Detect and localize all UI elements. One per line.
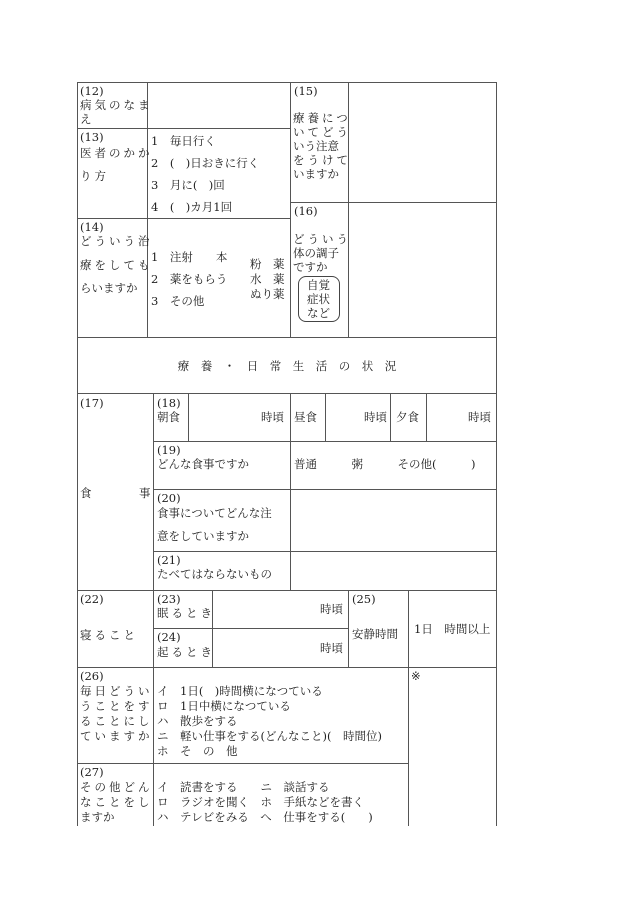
- q14-option-2: 2 薬をもらう: [151, 272, 228, 286]
- q13-number: (13): [80, 130, 104, 144]
- q12-label-2: え: [80, 112, 92, 126]
- q26-label-2: うことをす: [80, 699, 153, 713]
- q25-label: 安静時間: [352, 627, 398, 641]
- q17-label-a: 食: [80, 486, 92, 500]
- q14-medicine-powder: 粉 薬: [250, 257, 285, 271]
- q26-option-1: イ 1日( )時間横になつている: [157, 684, 323, 698]
- q15-answer-cell[interactable]: [348, 82, 497, 203]
- q16-number: (16): [294, 204, 318, 218]
- q25-value: 1日 時間以上: [414, 622, 491, 636]
- q27-label-2: なことをし: [80, 795, 153, 809]
- q26-label-1: 毎日どうい: [80, 684, 153, 698]
- q21-label: たべてはならないもの: [157, 567, 272, 581]
- q25-number: (25): [352, 592, 376, 606]
- q16-note-2: 症状: [307, 292, 330, 306]
- q26-label-3: ることにし: [80, 714, 153, 728]
- q23-number: (23): [157, 592, 181, 606]
- q15-number: (15): [294, 84, 318, 98]
- q22-number: (22): [80, 592, 104, 606]
- q20-label-2: 意をしていますか: [157, 529, 249, 543]
- q17-number: (17): [80, 396, 104, 410]
- lunch-time: 時頃: [364, 410, 387, 424]
- q26-option-4: ニ 軽い仕事をする(どんなこと)( 時間位): [157, 729, 382, 743]
- q15-label-2: いてどう: [293, 125, 351, 139]
- q27-option-row-2: ロ ラジオを聞く ホ 手紙などを書く: [157, 795, 364, 809]
- q14-number: (14): [80, 220, 104, 234]
- q16-note-1: 自覚: [307, 278, 330, 292]
- dinner-label: 夕食: [396, 410, 419, 424]
- dinner-time: 時頃: [468, 410, 491, 424]
- q13-option-3: 3 月に( )回: [151, 178, 225, 192]
- q26-option-3: ハ 散歩をする: [157, 714, 238, 728]
- q24-label: 起るとき: [157, 645, 215, 659]
- q27-option-row-1: イ 読書をする ニ 談話する: [157, 780, 330, 794]
- q21-number: (21): [157, 553, 181, 567]
- q19-label: どんな食事ですか: [157, 457, 249, 471]
- q13-option-1: 1 毎日行く: [151, 134, 216, 148]
- q21-answer-cell[interactable]: [290, 551, 497, 591]
- q20-answer-cell[interactable]: [290, 489, 497, 552]
- q14-label-3: らいますか: [80, 281, 138, 295]
- section-title: 療 養 ・ 日 常 生 活 の 状 況: [177, 359, 397, 373]
- q12-number: (12): [80, 84, 104, 98]
- q23-label: 眠るとき: [157, 606, 215, 620]
- q27-label-1: その他どん: [80, 780, 153, 794]
- q13-label-2: り方: [80, 169, 109, 183]
- q27-label-3: ますか: [80, 810, 115, 824]
- note-cell: [408, 667, 497, 837]
- q16-label-2: 体の調子: [293, 246, 339, 260]
- breakfast-label: 朝食: [157, 410, 180, 424]
- q26-number: (26): [80, 669, 104, 683]
- page-bottom-margin: [0, 826, 630, 916]
- q14-medicine-ointment: ぬり薬: [250, 287, 285, 301]
- q17-label-b: 事: [139, 486, 151, 500]
- q15-label-3: いう注意: [293, 139, 339, 153]
- lunch-label: 昼食: [294, 410, 317, 424]
- q13-label: 医者のかか: [80, 146, 153, 160]
- q13-option-2: 2 ( )日おきに行く: [151, 156, 260, 170]
- q20-label-1: 食事についてどんな注: [157, 506, 272, 520]
- q26-label-4: ていますか: [80, 729, 153, 743]
- q13-option-4: 4 ( )カ月1回: [151, 200, 233, 214]
- q27-option-row-3: ハ テレビをみる へ 仕事をする( ): [157, 810, 373, 824]
- q20-number: (20): [157, 491, 181, 505]
- q12-label: 病気のなま: [80, 98, 153, 112]
- q12-answer-cell[interactable]: [147, 82, 291, 129]
- q23-time: 時頃: [320, 602, 343, 616]
- q19-choices: 普通 粥 その他( ): [294, 457, 476, 471]
- q27-number: (27): [80, 765, 104, 779]
- q16-label-1: どういう: [293, 232, 351, 246]
- q15-label-5: いますか: [293, 167, 339, 181]
- q15-label-4: をうけて: [293, 153, 351, 167]
- q22-label: 寝ること: [80, 628, 138, 642]
- q14-label-1: どういう治: [80, 234, 153, 248]
- q14-label-2: 療をしても: [80, 258, 153, 272]
- note-mark: ※: [411, 669, 421, 683]
- breakfast-time: 時頃: [261, 410, 284, 424]
- q19-number: (19): [157, 443, 181, 457]
- q16-note-3: など: [307, 306, 330, 320]
- q26-option-2: ロ 1日中横になつている: [157, 699, 291, 713]
- q18-number: (18): [157, 396, 181, 410]
- q16-label-3: ですか: [293, 260, 328, 274]
- q24-number: (24): [157, 630, 181, 644]
- q14-option-1: 1 注射 本: [151, 250, 228, 264]
- q16-answer-cell[interactable]: [348, 202, 497, 338]
- q24-time: 時頃: [320, 641, 343, 655]
- q26-option-5: ホ そ の 他: [157, 744, 238, 758]
- q14-option-3: 3 その他: [151, 294, 205, 308]
- q14-medicine-liquid: 水 薬: [250, 272, 285, 286]
- q15-label-1: 療養につ: [293, 111, 351, 125]
